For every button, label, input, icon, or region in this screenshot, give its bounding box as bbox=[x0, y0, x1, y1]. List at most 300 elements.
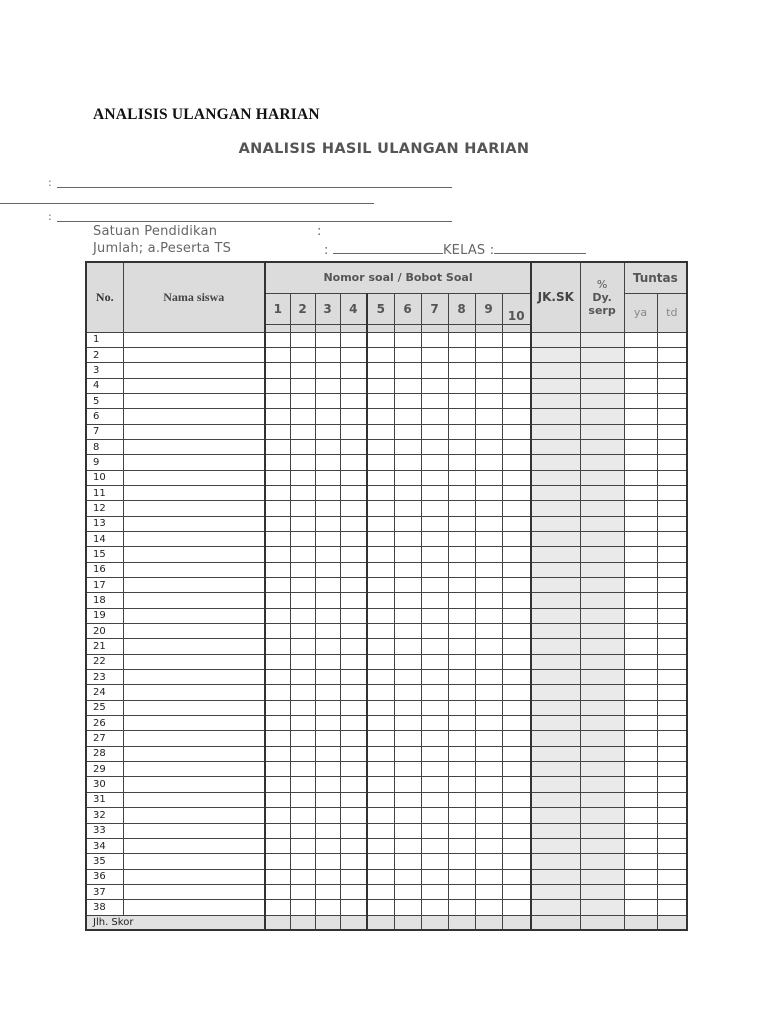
score-cell[interactable] bbox=[475, 439, 502, 454]
tuntas-ya-cell[interactable] bbox=[624, 731, 657, 746]
score-cell[interactable] bbox=[265, 455, 290, 470]
percent-cell[interactable] bbox=[580, 562, 624, 577]
tuntas-td-cell[interactable] bbox=[657, 363, 687, 378]
percent-cell[interactable] bbox=[580, 531, 624, 546]
score-cell[interactable] bbox=[290, 624, 315, 639]
score-cell[interactable] bbox=[290, 332, 315, 347]
score-cell[interactable] bbox=[475, 393, 502, 408]
score-cell[interactable] bbox=[315, 823, 340, 838]
score-cell[interactable] bbox=[502, 593, 531, 608]
score-cell[interactable] bbox=[394, 347, 421, 362]
score-cell[interactable] bbox=[340, 578, 367, 593]
tuntas-ya-cell[interactable] bbox=[624, 378, 657, 393]
score-cell[interactable] bbox=[290, 593, 315, 608]
score-cell[interactable] bbox=[290, 654, 315, 669]
score-cell[interactable] bbox=[265, 378, 290, 393]
score-cell[interactable] bbox=[290, 854, 315, 869]
score-cell[interactable] bbox=[502, 838, 531, 853]
score-cell[interactable] bbox=[290, 746, 315, 761]
student-name-cell[interactable] bbox=[123, 393, 265, 408]
score-cell[interactable] bbox=[367, 531, 394, 546]
student-name-cell[interactable] bbox=[123, 624, 265, 639]
score-cell[interactable] bbox=[265, 516, 290, 531]
score-cell[interactable] bbox=[448, 700, 475, 715]
score-cell[interactable] bbox=[367, 347, 394, 362]
jksk-cell[interactable] bbox=[531, 516, 580, 531]
score-cell[interactable] bbox=[367, 624, 394, 639]
score-cell[interactable] bbox=[421, 792, 448, 807]
score-cell[interactable] bbox=[475, 900, 502, 915]
score-cell[interactable] bbox=[502, 792, 531, 807]
score-cell[interactable] bbox=[448, 639, 475, 654]
tuntas-td-cell[interactable] bbox=[657, 869, 687, 884]
tuntas-ya-cell[interactable] bbox=[624, 347, 657, 362]
score-cell[interactable] bbox=[367, 746, 394, 761]
score-cell[interactable] bbox=[421, 516, 448, 531]
score-cell[interactable] bbox=[265, 670, 290, 685]
percent-cell[interactable] bbox=[580, 363, 624, 378]
tuntas-td-cell[interactable] bbox=[657, 562, 687, 577]
score-cell[interactable] bbox=[290, 501, 315, 516]
score-cell[interactable] bbox=[421, 485, 448, 500]
score-cell[interactable] bbox=[340, 700, 367, 715]
score-cell[interactable] bbox=[315, 531, 340, 546]
score-cell[interactable] bbox=[315, 378, 340, 393]
tuntas-ya-cell[interactable] bbox=[624, 562, 657, 577]
score-cell[interactable] bbox=[315, 639, 340, 654]
score-cell[interactable] bbox=[340, 654, 367, 669]
score-cell[interactable] bbox=[265, 332, 290, 347]
score-cell[interactable] bbox=[502, 516, 531, 531]
tuntas-td-cell[interactable] bbox=[657, 716, 687, 731]
score-cell[interactable] bbox=[502, 670, 531, 685]
score-cell[interactable] bbox=[502, 424, 531, 439]
jksk-cell[interactable] bbox=[531, 608, 580, 623]
score-cell[interactable] bbox=[394, 332, 421, 347]
score-cell[interactable] bbox=[502, 501, 531, 516]
score-cell[interactable] bbox=[421, 439, 448, 454]
score-cell[interactable] bbox=[448, 608, 475, 623]
score-cell[interactable] bbox=[265, 639, 290, 654]
score-cell[interactable] bbox=[394, 516, 421, 531]
score-cell[interactable] bbox=[421, 654, 448, 669]
tuntas-td-cell[interactable] bbox=[657, 608, 687, 623]
student-name-cell[interactable] bbox=[123, 424, 265, 439]
score-cell[interactable] bbox=[315, 884, 340, 899]
score-cell[interactable] bbox=[367, 485, 394, 500]
score-cell[interactable] bbox=[265, 424, 290, 439]
score-cell[interactable] bbox=[315, 455, 340, 470]
score-cell[interactable] bbox=[394, 808, 421, 823]
score-cell[interactable] bbox=[421, 685, 448, 700]
score-cell[interactable] bbox=[502, 685, 531, 700]
score-cell[interactable] bbox=[394, 485, 421, 500]
score-cell[interactable] bbox=[340, 746, 367, 761]
score-cell[interactable] bbox=[502, 578, 531, 593]
score-cell[interactable] bbox=[367, 516, 394, 531]
student-name-cell[interactable] bbox=[123, 884, 265, 899]
score-cell[interactable] bbox=[290, 792, 315, 807]
score-cell[interactable] bbox=[475, 762, 502, 777]
score-cell[interactable] bbox=[475, 670, 502, 685]
score-cell[interactable] bbox=[367, 547, 394, 562]
score-cell[interactable] bbox=[315, 424, 340, 439]
tuntas-ya-cell[interactable] bbox=[624, 869, 657, 884]
score-cell[interactable] bbox=[290, 439, 315, 454]
jksk-cell[interactable] bbox=[531, 746, 580, 761]
jksk-cell[interactable] bbox=[531, 424, 580, 439]
score-cell[interactable] bbox=[448, 762, 475, 777]
score-cell[interactable] bbox=[475, 485, 502, 500]
score-cell[interactable] bbox=[421, 639, 448, 654]
score-cell[interactable] bbox=[448, 578, 475, 593]
score-cell[interactable] bbox=[265, 685, 290, 700]
score-cell[interactable] bbox=[367, 378, 394, 393]
score-cell[interactable] bbox=[448, 823, 475, 838]
tuntas-td-cell[interactable] bbox=[657, 854, 687, 869]
score-cell[interactable] bbox=[475, 823, 502, 838]
student-name-cell[interactable] bbox=[123, 562, 265, 577]
tuntas-td-cell[interactable] bbox=[657, 777, 687, 792]
score-cell[interactable] bbox=[367, 654, 394, 669]
score-cell[interactable] bbox=[367, 424, 394, 439]
score-cell[interactable] bbox=[448, 777, 475, 792]
tuntas-ya-cell[interactable] bbox=[624, 716, 657, 731]
score-cell[interactable] bbox=[475, 516, 502, 531]
tuntas-ya-cell[interactable] bbox=[624, 485, 657, 500]
score-cell[interactable] bbox=[315, 363, 340, 378]
score-cell[interactable] bbox=[340, 393, 367, 408]
score-cell[interactable] bbox=[475, 562, 502, 577]
score-cell[interactable] bbox=[265, 884, 290, 899]
jksk-cell[interactable] bbox=[531, 823, 580, 838]
score-cell[interactable] bbox=[290, 608, 315, 623]
score-cell[interactable] bbox=[448, 900, 475, 915]
score-cell[interactable] bbox=[340, 562, 367, 577]
score-cell[interactable] bbox=[502, 869, 531, 884]
score-cell[interactable] bbox=[265, 731, 290, 746]
score-cell[interactable] bbox=[340, 685, 367, 700]
jksk-cell[interactable] bbox=[531, 838, 580, 853]
student-name-cell[interactable] bbox=[123, 700, 265, 715]
score-cell[interactable] bbox=[340, 593, 367, 608]
tuntas-td-cell[interactable] bbox=[657, 792, 687, 807]
score-cell[interactable] bbox=[315, 716, 340, 731]
percent-cell[interactable] bbox=[580, 700, 624, 715]
tuntas-td-cell[interactable] bbox=[657, 654, 687, 669]
tuntas-td-cell[interactable] bbox=[657, 915, 687, 930]
student-name-cell[interactable] bbox=[123, 485, 265, 500]
score-cell[interactable] bbox=[315, 624, 340, 639]
tuntas-ya-cell[interactable] bbox=[624, 900, 657, 915]
score-cell[interactable] bbox=[265, 823, 290, 838]
score-cell[interactable] bbox=[394, 378, 421, 393]
score-cell[interactable] bbox=[448, 547, 475, 562]
score-cell[interactable] bbox=[290, 808, 315, 823]
score-cell[interactable] bbox=[367, 869, 394, 884]
score-cell[interactable] bbox=[475, 578, 502, 593]
score-cell[interactable] bbox=[367, 900, 394, 915]
percent-cell[interactable] bbox=[580, 854, 624, 869]
tuntas-ya-cell[interactable] bbox=[624, 531, 657, 546]
score-cell[interactable] bbox=[315, 900, 340, 915]
field-2-line[interactable] bbox=[0, 203, 374, 204]
score-cell[interactable] bbox=[367, 792, 394, 807]
percent-cell[interactable] bbox=[580, 593, 624, 608]
tuntas-td-cell[interactable] bbox=[657, 455, 687, 470]
jksk-cell[interactable] bbox=[531, 731, 580, 746]
student-name-cell[interactable] bbox=[123, 854, 265, 869]
percent-cell[interactable] bbox=[580, 501, 624, 516]
jksk-cell[interactable] bbox=[531, 685, 580, 700]
tuntas-td-cell[interactable] bbox=[657, 470, 687, 485]
score-cell[interactable] bbox=[265, 485, 290, 500]
score-cell[interactable] bbox=[367, 716, 394, 731]
percent-cell[interactable] bbox=[580, 777, 624, 792]
percent-cell[interactable] bbox=[580, 393, 624, 408]
score-cell[interactable] bbox=[394, 792, 421, 807]
score-cell[interactable] bbox=[421, 578, 448, 593]
score-cell[interactable] bbox=[265, 363, 290, 378]
score-cell[interactable] bbox=[367, 363, 394, 378]
score-cell[interactable] bbox=[475, 685, 502, 700]
score-cell[interactable] bbox=[290, 869, 315, 884]
tuntas-ya-cell[interactable] bbox=[624, 792, 657, 807]
student-name-cell[interactable] bbox=[123, 455, 265, 470]
jksk-cell[interactable] bbox=[531, 777, 580, 792]
score-cell[interactable] bbox=[475, 777, 502, 792]
score-cell[interactable] bbox=[340, 915, 367, 930]
score-cell[interactable] bbox=[475, 547, 502, 562]
score-cell[interactable] bbox=[502, 393, 531, 408]
score-cell[interactable] bbox=[290, 409, 315, 424]
score-cell[interactable] bbox=[502, 547, 531, 562]
student-name-cell[interactable] bbox=[123, 608, 265, 623]
score-cell[interactable] bbox=[448, 731, 475, 746]
score-cell[interactable] bbox=[367, 409, 394, 424]
jksk-cell[interactable] bbox=[531, 593, 580, 608]
tuntas-td-cell[interactable] bbox=[657, 685, 687, 700]
percent-cell[interactable] bbox=[580, 792, 624, 807]
score-cell[interactable] bbox=[448, 716, 475, 731]
tuntas-td-cell[interactable] bbox=[657, 808, 687, 823]
score-cell[interactable] bbox=[265, 393, 290, 408]
tuntas-td-cell[interactable] bbox=[657, 746, 687, 761]
score-cell[interactable] bbox=[421, 746, 448, 761]
tuntas-td-cell[interactable] bbox=[657, 332, 687, 347]
score-cell[interactable] bbox=[394, 639, 421, 654]
jksk-cell[interactable] bbox=[531, 378, 580, 393]
score-cell[interactable] bbox=[315, 685, 340, 700]
score-cell[interactable] bbox=[290, 470, 315, 485]
score-cell[interactable] bbox=[290, 347, 315, 362]
tuntas-td-cell[interactable] bbox=[657, 823, 687, 838]
percent-cell[interactable] bbox=[580, 378, 624, 393]
score-cell[interactable] bbox=[265, 624, 290, 639]
score-cell[interactable] bbox=[367, 578, 394, 593]
score-cell[interactable] bbox=[315, 808, 340, 823]
score-cell[interactable] bbox=[394, 884, 421, 899]
score-cell[interactable] bbox=[367, 777, 394, 792]
tuntas-td-cell[interactable] bbox=[657, 624, 687, 639]
score-cell[interactable] bbox=[340, 501, 367, 516]
score-cell[interactable] bbox=[394, 363, 421, 378]
tuntas-ya-cell[interactable] bbox=[624, 578, 657, 593]
jksk-cell[interactable] bbox=[531, 654, 580, 669]
percent-cell[interactable] bbox=[580, 746, 624, 761]
jksk-cell[interactable] bbox=[531, 485, 580, 500]
score-cell[interactable] bbox=[502, 654, 531, 669]
score-cell[interactable] bbox=[448, 470, 475, 485]
score-cell[interactable] bbox=[290, 363, 315, 378]
score-cell[interactable] bbox=[502, 363, 531, 378]
percent-cell[interactable] bbox=[580, 485, 624, 500]
student-name-cell[interactable] bbox=[123, 531, 265, 546]
score-cell[interactable] bbox=[475, 378, 502, 393]
score-cell[interactable] bbox=[475, 854, 502, 869]
score-cell[interactable] bbox=[448, 393, 475, 408]
score-cell[interactable] bbox=[475, 731, 502, 746]
score-cell[interactable] bbox=[448, 854, 475, 869]
student-name-cell[interactable] bbox=[123, 746, 265, 761]
score-cell[interactable] bbox=[265, 716, 290, 731]
percent-cell[interactable] bbox=[580, 731, 624, 746]
score-cell[interactable] bbox=[265, 838, 290, 853]
score-cell[interactable] bbox=[340, 332, 367, 347]
score-cell[interactable] bbox=[367, 915, 394, 930]
jksk-cell[interactable] bbox=[531, 884, 580, 899]
student-name-cell[interactable] bbox=[123, 363, 265, 378]
tuntas-ya-cell[interactable] bbox=[624, 393, 657, 408]
score-cell[interactable] bbox=[448, 363, 475, 378]
score-cell[interactable] bbox=[394, 608, 421, 623]
tuntas-ya-cell[interactable] bbox=[624, 700, 657, 715]
score-cell[interactable] bbox=[340, 838, 367, 853]
score-cell[interactable] bbox=[475, 654, 502, 669]
score-cell[interactable] bbox=[340, 409, 367, 424]
score-cell[interactable] bbox=[421, 562, 448, 577]
score-cell[interactable] bbox=[394, 915, 421, 930]
student-name-cell[interactable] bbox=[123, 792, 265, 807]
score-cell[interactable] bbox=[394, 716, 421, 731]
tuntas-td-cell[interactable] bbox=[657, 762, 687, 777]
student-name-cell[interactable] bbox=[123, 501, 265, 516]
score-cell[interactable] bbox=[290, 424, 315, 439]
score-cell[interactable] bbox=[475, 347, 502, 362]
score-cell[interactable] bbox=[502, 762, 531, 777]
score-cell[interactable] bbox=[502, 777, 531, 792]
tuntas-ya-cell[interactable] bbox=[624, 884, 657, 899]
student-name-cell[interactable] bbox=[123, 547, 265, 562]
jksk-cell[interactable] bbox=[531, 639, 580, 654]
score-cell[interactable] bbox=[315, 869, 340, 884]
score-cell[interactable] bbox=[340, 869, 367, 884]
tuntas-td-cell[interactable] bbox=[657, 439, 687, 454]
score-cell[interactable] bbox=[421, 838, 448, 853]
score-cell[interactable] bbox=[475, 792, 502, 807]
score-cell[interactable] bbox=[502, 378, 531, 393]
score-cell[interactable] bbox=[315, 485, 340, 500]
score-cell[interactable] bbox=[290, 915, 315, 930]
score-cell[interactable] bbox=[340, 823, 367, 838]
score-cell[interactable] bbox=[290, 393, 315, 408]
score-cell[interactable] bbox=[394, 409, 421, 424]
percent-cell[interactable] bbox=[580, 869, 624, 884]
percent-cell[interactable] bbox=[580, 347, 624, 362]
score-cell[interactable] bbox=[290, 731, 315, 746]
student-name-cell[interactable] bbox=[123, 332, 265, 347]
tuntas-ya-cell[interactable] bbox=[624, 670, 657, 685]
jksk-cell[interactable] bbox=[531, 900, 580, 915]
score-cell[interactable] bbox=[265, 700, 290, 715]
score-cell[interactable] bbox=[502, 746, 531, 761]
student-name-cell[interactable] bbox=[123, 731, 265, 746]
percent-cell[interactable] bbox=[580, 808, 624, 823]
score-cell[interactable] bbox=[502, 332, 531, 347]
score-cell[interactable] bbox=[421, 547, 448, 562]
score-cell[interactable] bbox=[394, 900, 421, 915]
score-cell[interactable] bbox=[421, 884, 448, 899]
score-cell[interactable] bbox=[448, 746, 475, 761]
score-cell[interactable] bbox=[290, 547, 315, 562]
score-cell[interactable] bbox=[290, 531, 315, 546]
score-cell[interactable] bbox=[265, 439, 290, 454]
tuntas-td-cell[interactable] bbox=[657, 639, 687, 654]
tuntas-td-cell[interactable] bbox=[657, 393, 687, 408]
jumlah-peserta-line[interactable] bbox=[333, 241, 443, 254]
score-cell[interactable] bbox=[315, 578, 340, 593]
score-cell[interactable] bbox=[340, 378, 367, 393]
score-cell[interactable] bbox=[367, 808, 394, 823]
jksk-cell[interactable] bbox=[531, 547, 580, 562]
score-cell[interactable] bbox=[367, 393, 394, 408]
student-name-cell[interactable] bbox=[123, 685, 265, 700]
score-cell[interactable] bbox=[367, 670, 394, 685]
score-cell[interactable] bbox=[475, 593, 502, 608]
score-cell[interactable] bbox=[265, 900, 290, 915]
score-cell[interactable] bbox=[367, 838, 394, 853]
tuntas-td-cell[interactable] bbox=[657, 884, 687, 899]
score-cell[interactable] bbox=[448, 455, 475, 470]
jksk-cell[interactable] bbox=[531, 531, 580, 546]
score-cell[interactable] bbox=[265, 808, 290, 823]
score-cell[interactable] bbox=[421, 455, 448, 470]
score-cell[interactable] bbox=[340, 455, 367, 470]
score-cell[interactable] bbox=[265, 654, 290, 669]
tuntas-ya-cell[interactable] bbox=[624, 608, 657, 623]
tuntas-ya-cell[interactable] bbox=[624, 654, 657, 669]
jksk-cell[interactable] bbox=[531, 808, 580, 823]
score-cell[interactable] bbox=[394, 731, 421, 746]
score-cell[interactable] bbox=[394, 393, 421, 408]
tuntas-ya-cell[interactable] bbox=[624, 808, 657, 823]
score-cell[interactable] bbox=[502, 470, 531, 485]
score-cell[interactable] bbox=[367, 593, 394, 608]
percent-cell[interactable] bbox=[580, 654, 624, 669]
score-cell[interactable] bbox=[421, 716, 448, 731]
student-name-cell[interactable] bbox=[123, 654, 265, 669]
jksk-cell[interactable] bbox=[531, 332, 580, 347]
score-cell[interactable] bbox=[394, 547, 421, 562]
score-cell[interactable] bbox=[394, 424, 421, 439]
score-cell[interactable] bbox=[394, 869, 421, 884]
score-cell[interactable] bbox=[448, 884, 475, 899]
score-cell[interactable] bbox=[394, 470, 421, 485]
score-cell[interactable] bbox=[394, 439, 421, 454]
score-cell[interactable] bbox=[290, 685, 315, 700]
score-cell[interactable] bbox=[421, 608, 448, 623]
score-cell[interactable] bbox=[394, 654, 421, 669]
